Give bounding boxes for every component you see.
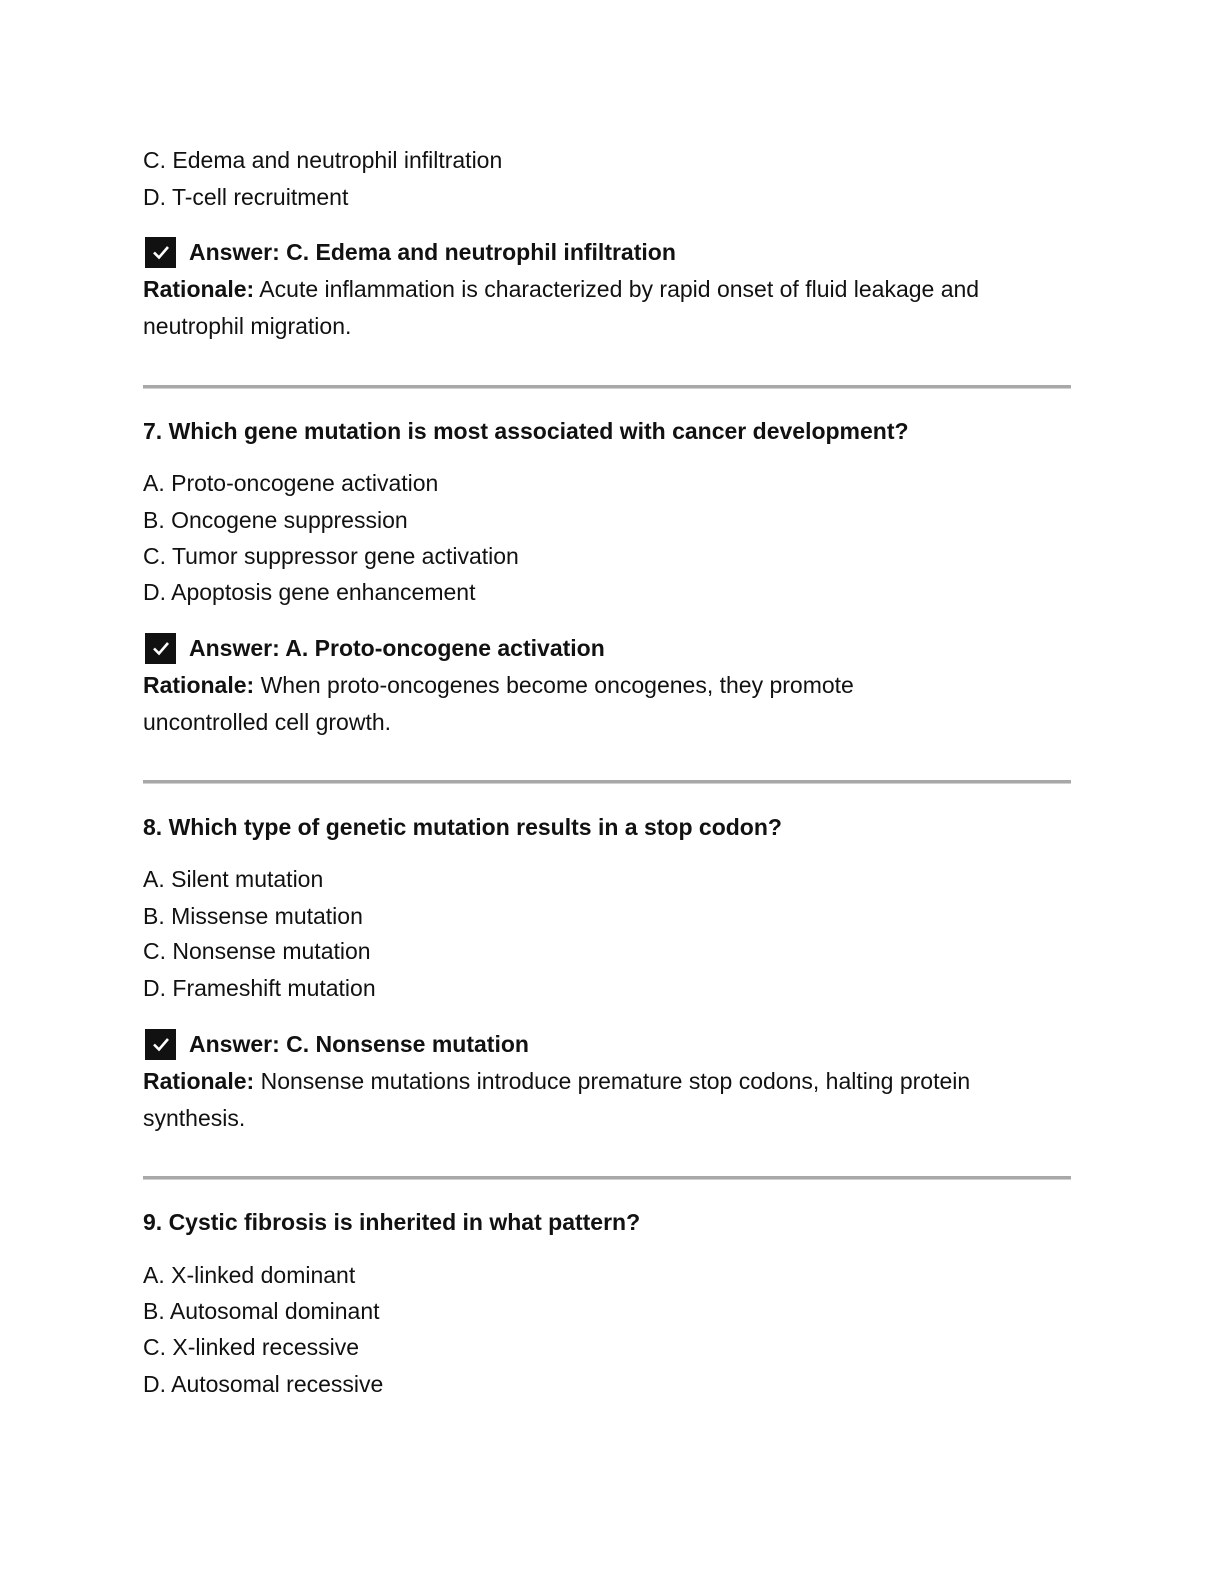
- option-c: C. X-linked recessive: [143, 1334, 360, 1360]
- rationale-line: [143, 1063, 970, 1099]
- checkbox-checked-icon: [145, 237, 176, 268]
- answer-text: Answer: A. Proto-oncogene activation: [189, 635, 605, 661]
- option-c: C. Edema and neutrophil infiltration: [143, 147, 503, 173]
- option-a: A. X-linked dominant: [143, 1262, 356, 1288]
- option-d: D. T-cell recruitment: [143, 184, 349, 210]
- answer-line: [143, 234, 676, 270]
- answer-line: [143, 630, 605, 666]
- rationale-label: Rationale:: [143, 672, 255, 698]
- answer-line: [143, 1026, 529, 1062]
- option-d: D. Autosomal recessive: [143, 1371, 384, 1397]
- rationale-line-continued: neutrophil migration.: [143, 313, 352, 339]
- option-a: A. Silent mutation: [143, 866, 324, 892]
- option-b: B. Missense mutation: [143, 903, 363, 929]
- rationale-line: [143, 271, 979, 307]
- rationale-label: Rationale:: [143, 276, 255, 302]
- question-8: 8. Which type of genetic mutation results in a stop codon?: [143, 814, 782, 840]
- rationale-line-continued: synthesis.: [143, 1105, 246, 1131]
- rationale-line-continued: uncontrolled cell growth.: [143, 709, 392, 735]
- rationale-text: Acute inflammation is characterized by rapid onset of fluid leakage and: [254, 276, 980, 302]
- option-a: A. Proto-oncogene activation: [143, 470, 439, 496]
- option-d: D. Frameshift mutation: [143, 975, 376, 1001]
- divider: [143, 385, 1071, 389]
- divider: [143, 1176, 1071, 1180]
- option-d: D. Apoptosis gene enhancement: [143, 579, 476, 605]
- rationale-text: Nonsense mutations introduce premature stop codons, halting protein: [254, 1068, 971, 1094]
- rationale-label: Rationale:: [143, 1068, 255, 1094]
- checkbox-checked-icon: [145, 1029, 176, 1060]
- rationale-line: [143, 667, 854, 703]
- question-7: 7. Which gene mutation is most associated with cancer development?: [143, 418, 909, 444]
- answer-text: Answer: C. Edema and neutrophil infiltration: [189, 239, 676, 265]
- rationale-text: When proto-oncogenes become oncogenes, they promote: [254, 672, 854, 698]
- option-b: B. Oncogene suppression: [143, 507, 408, 533]
- option-c: C. Nonsense mutation: [143, 938, 371, 964]
- option-c: C. Tumor suppressor gene activation: [143, 543, 519, 569]
- question-9: 9. Cystic fibrosis is inherited in what pattern?: [143, 1209, 641, 1235]
- option-b: B. Autosomal dominant: [143, 1298, 380, 1324]
- checkbox-checked-icon: [145, 633, 176, 664]
- answer-text: Answer: C. Nonsense mutation: [189, 1031, 529, 1057]
- divider: [143, 780, 1071, 784]
